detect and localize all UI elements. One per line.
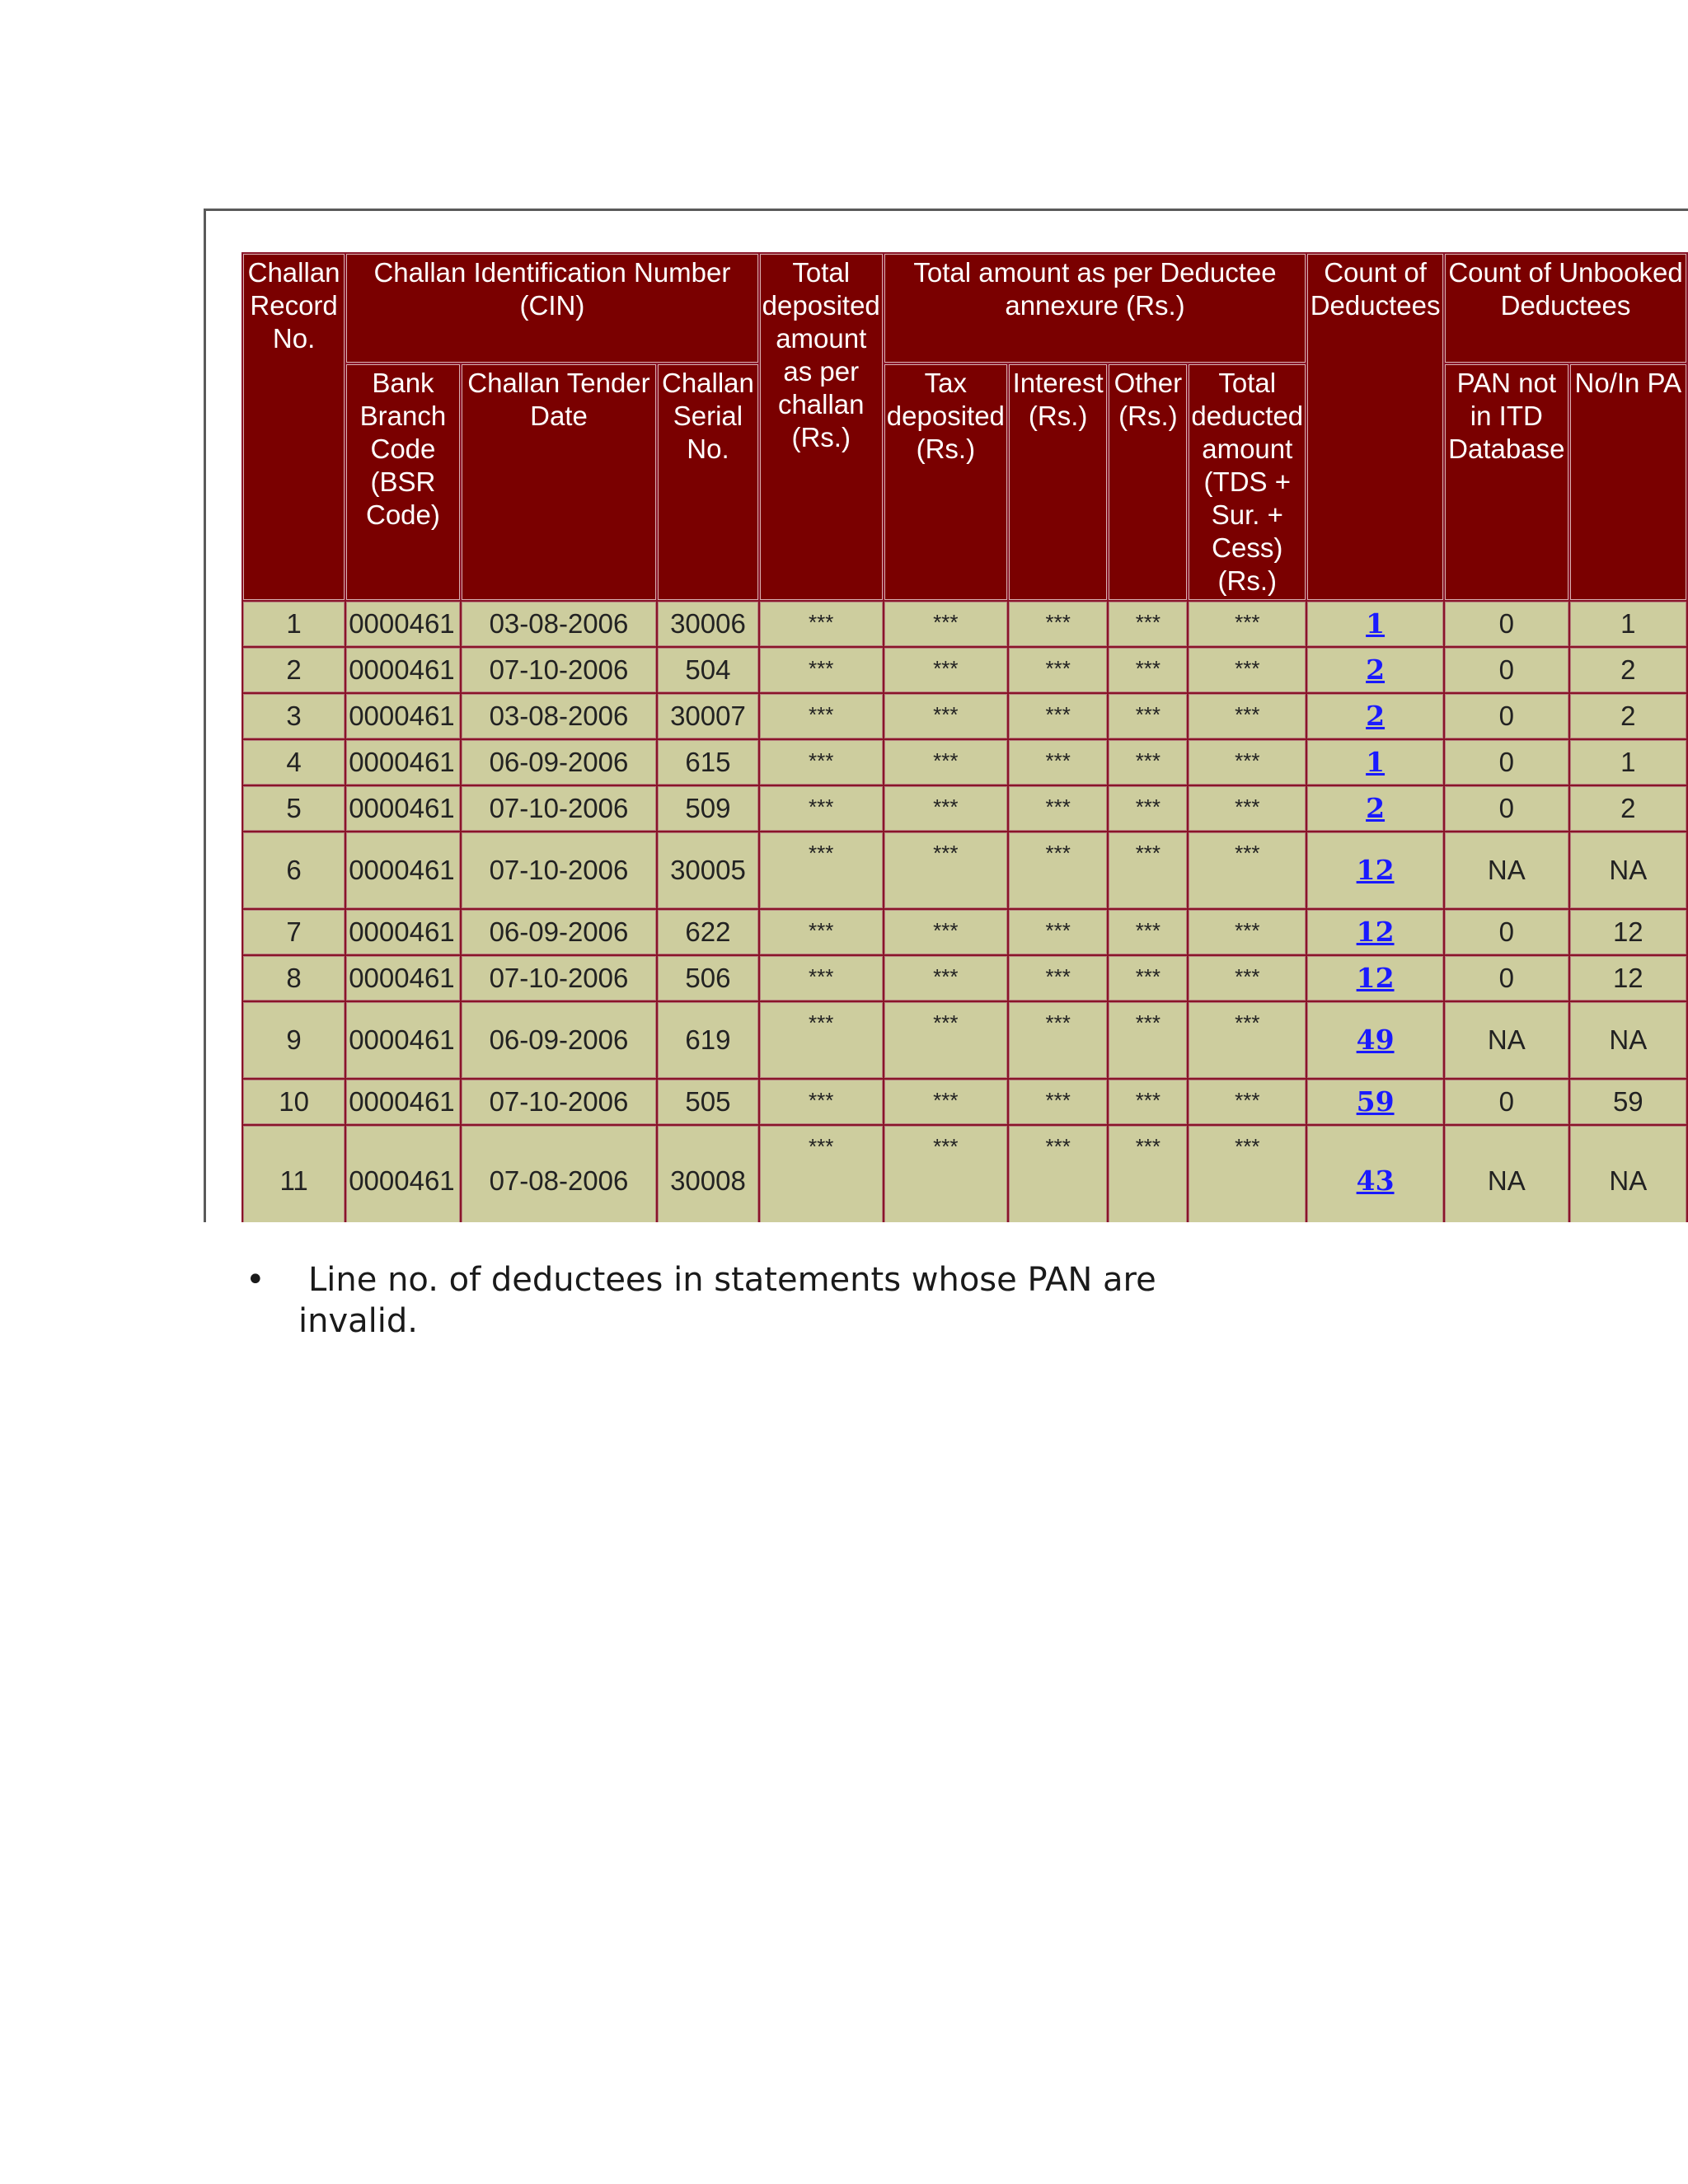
table-row [243,1080,1686,1124]
cell-total-deposited: *** [760,694,883,738]
cell-record-no: 2 [243,648,345,692]
cell-tax-deposited: *** [884,1002,1007,1078]
cell-total-deposited: *** [760,956,883,1001]
note-bullet-item [246,1259,1235,1342]
cell-bsr-code: 0000461 [346,786,460,831]
cell-record-no: 11 [243,1126,345,1222]
cell-bsr-code: 0000461 [346,694,460,738]
cell-tax-deposited: *** [884,910,1007,954]
cell-interest: *** [1009,1080,1107,1124]
cell-tender-date: 07-10-2006 [462,1080,657,1124]
cell-serial-no: 615 [658,740,757,785]
cell-serial-no: 622 [658,910,757,954]
cell-serial-no: 509 [658,786,757,831]
cell-no-invalid-pan: 1 [1570,602,1686,646]
cell-serial-no: 504 [658,648,757,692]
cell-total-deducted: *** [1189,956,1306,1001]
cell-count-of-deductees [1307,786,1443,831]
cell-no-invalid-pan: 1 [1570,740,1686,785]
cell-pan-not-in-itd: 0 [1445,910,1568,954]
header-no-invalid-pan: No/In PA [1570,364,1686,600]
header-total-amount-annexure: Total amount as per Deductee annexure (Rs.) [884,254,1306,363]
cell-count-of-deductees [1307,694,1443,738]
cell-other: *** [1109,832,1187,908]
cell-total-deposited: *** [760,648,883,692]
cell-bsr-code: 0000461 [346,1080,460,1124]
cell-pan-not-in-itd: 0 [1445,694,1568,738]
cell-pan-not-in-itd: 0 [1445,648,1568,692]
cell-no-invalid-pan: 59 [1570,1080,1686,1124]
cell-bsr-code: 0000461 [346,602,460,646]
cell-total-deducted: *** [1189,740,1306,785]
header-count-of-deductees: Count of Deductees [1307,254,1443,600]
cell-bsr-code: 0000461 [346,910,460,954]
cell-pan-not-in-itd: NA [1445,1126,1568,1222]
note-text: Line no. of deductees in statements whose PAN are invalid. [298,1261,1156,1340]
cell-pan-not-in-itd: 0 [1445,1080,1568,1124]
cell-tax-deposited: *** [884,602,1007,646]
header-pan-not-in-itd: PAN not in ITD Database [1445,364,1568,600]
cell-tender-date: 06-09-2006 [462,910,657,954]
cell-record-no: 6 [243,832,345,908]
header-challan-record-no: Challan Record No. [243,254,345,600]
cell-record-no: 4 [243,740,345,785]
cell-bsr-code: 0000461 [346,832,460,908]
header-other: Other (Rs.) [1109,364,1187,600]
cell-other: *** [1109,910,1187,954]
cell-no-invalid-pan: NA [1570,1126,1686,1222]
cell-record-no: 7 [243,910,345,954]
cell-other: *** [1109,1080,1187,1124]
cell-tax-deposited: *** [884,832,1007,908]
cell-count-of-deductees [1307,956,1443,1001]
cell-count-of-deductees [1307,1002,1443,1078]
deductee-count-link[interactable]: 2 [1366,792,1386,824]
cell-tax-deposited: *** [884,694,1007,738]
cell-serial-no: 30008 [658,1126,757,1222]
cell-interest: *** [1009,740,1107,785]
cell-total-deposited: *** [760,602,883,646]
cell-tax-deposited: *** [884,740,1007,785]
cell-no-invalid-pan: 2 [1570,694,1686,738]
cell-total-deposited: *** [760,1126,883,1222]
cell-total-deposited: *** [760,910,883,954]
deductee-count-link[interactable]: 59 [1356,1085,1395,1118]
table-row [243,910,1686,954]
header-tax-deposited: Tax deposited (Rs.) [884,364,1007,600]
cell-no-invalid-pan: 2 [1570,648,1686,692]
cell-no-invalid-pan: 12 [1570,910,1686,954]
header-interest: Interest (Rs.) [1009,364,1107,600]
cell-record-no: 9 [243,1002,345,1078]
cell-total-deducted: *** [1189,786,1306,831]
table-row [243,1002,1686,1078]
header-tender-date: Challan Tender Date [462,364,657,600]
cell-tax-deposited: *** [884,956,1007,1001]
table-row [243,602,1686,646]
cell-total-deposited: *** [760,740,883,785]
cell-record-no: 5 [243,786,345,831]
challan-table [241,252,1688,1222]
header-cin: Challan Identification Number (CIN) [346,254,757,363]
cell-total-deducted: *** [1189,694,1306,738]
cell-count-of-deductees [1307,1080,1443,1124]
cell-serial-no: 30005 [658,832,757,908]
table-row [243,1126,1686,1222]
cell-bsr-code: 0000461 [346,1126,460,1222]
cell-count-of-deductees [1307,832,1443,908]
deductee-count-link[interactable]: 43 [1356,1165,1395,1197]
deductee-count-link[interactable]: 12 [1356,854,1395,886]
header-total-deposited: Total deposited amount as per challan (Rs.) [760,254,883,600]
cell-count-of-deductees [1307,740,1443,785]
cell-other: *** [1109,694,1187,738]
cell-pan-not-in-itd: 0 [1445,956,1568,1001]
cell-total-deducted: *** [1189,910,1306,954]
bullet-glyph: • [246,1261,265,1299]
cell-total-deducted: *** [1189,1080,1306,1124]
cell-bsr-code: 0000461 [346,740,460,785]
cell-no-invalid-pan: 12 [1570,956,1686,1001]
cell-total-deducted: *** [1189,1126,1306,1222]
cell-total-deposited: *** [760,786,883,831]
cell-total-deducted: *** [1189,832,1306,908]
cell-other: *** [1109,1002,1187,1078]
cell-interest: *** [1009,956,1107,1001]
header-total-deducted: Total deducted amount (TDS + Sur. + Cess) (Rs.) [1189,364,1306,600]
cell-pan-not-in-itd: 0 [1445,740,1568,785]
deductee-count-link[interactable]: 2 [1366,700,1386,732]
deductee-count-link[interactable]: 1 [1366,746,1386,778]
cell-interest: *** [1009,648,1107,692]
cell-interest: *** [1009,786,1107,831]
cell-other: *** [1109,648,1187,692]
table-row [243,648,1686,692]
cell-interest: *** [1009,694,1107,738]
cell-interest: *** [1009,1126,1107,1222]
cell-pan-not-in-itd: NA [1445,1002,1568,1078]
cell-tender-date: 06-09-2006 [462,740,657,785]
cell-interest: *** [1009,910,1107,954]
table-row [243,956,1686,1001]
deductee-count-link[interactable]: 49 [1356,1024,1395,1056]
cell-total-deposited: *** [760,1002,883,1078]
report-frame [204,209,1688,1222]
cell-tender-date: 07-10-2006 [462,956,657,1001]
cell-bsr-code: 0000461 [346,1002,460,1078]
cell-count-of-deductees [1307,1126,1443,1222]
table-row [243,832,1686,908]
cell-tax-deposited: *** [884,786,1007,831]
cell-no-invalid-pan: NA [1570,1002,1686,1078]
table-row [243,694,1686,738]
cell-no-invalid-pan: 2 [1570,786,1686,831]
header-count-unbooked: Count of Unbooked Deductees [1445,254,1686,363]
cell-serial-no: 619 [658,1002,757,1078]
cell-record-no: 1 [243,602,345,646]
table-row [243,786,1686,831]
cell-count-of-deductees [1307,648,1443,692]
cell-pan-not-in-itd: 0 [1445,786,1568,831]
cell-interest: *** [1009,602,1107,646]
header-bsr-code: Bank Branch Code (BSR Code) [346,364,460,600]
cell-serial-no: 30007 [658,694,757,738]
cell-serial-no: 506 [658,956,757,1001]
cell-total-deducted: *** [1189,1002,1306,1078]
cell-other: *** [1109,956,1187,1001]
cell-serial-no: 30006 [658,602,757,646]
cell-interest: *** [1009,832,1107,908]
deductee-count-link[interactable]: 2 [1366,654,1386,686]
cell-serial-no: 505 [658,1080,757,1124]
cell-count-of-deductees [1307,910,1443,954]
cell-record-no: 10 [243,1080,345,1124]
cell-total-deducted: *** [1189,648,1306,692]
cell-bsr-code: 0000461 [346,648,460,692]
cell-other: *** [1109,740,1187,785]
cell-record-no: 8 [243,956,345,1001]
cell-tax-deposited: *** [884,648,1007,692]
cell-tender-date: 07-10-2006 [462,832,657,908]
cell-bsr-code: 0000461 [346,956,460,1001]
deductee-count-link[interactable]: 12 [1356,916,1395,948]
cell-no-invalid-pan: NA [1570,832,1686,908]
deductee-count-link[interactable]: 12 [1356,962,1395,994]
cell-tender-date: 07-10-2006 [462,786,657,831]
cell-other: *** [1109,786,1187,831]
cell-tax-deposited: *** [884,1080,1007,1124]
cell-total-deposited: *** [760,1080,883,1124]
cell-interest: *** [1009,1002,1107,1078]
cell-pan-not-in-itd: NA [1445,832,1568,908]
cell-tax-deposited: *** [884,1126,1007,1222]
cell-count-of-deductees [1307,602,1443,646]
cell-tender-date: 03-08-2006 [462,694,657,738]
cell-tender-date: 06-09-2006 [462,1002,657,1078]
cell-other: *** [1109,1126,1187,1222]
cell-pan-not-in-itd: 0 [1445,602,1568,646]
cell-total-deducted: *** [1189,602,1306,646]
cell-tender-date: 03-08-2006 [462,602,657,646]
deductee-count-link[interactable]: 1 [1366,607,1386,640]
cell-tender-date: 07-08-2006 [462,1126,657,1222]
table-row [243,740,1686,785]
cell-tender-date: 07-10-2006 [462,648,657,692]
header-serial-no: Challan Serial No. [658,364,757,600]
cell-other: *** [1109,602,1187,646]
cell-total-deposited: *** [760,832,883,908]
cell-record-no: 3 [243,694,345,738]
